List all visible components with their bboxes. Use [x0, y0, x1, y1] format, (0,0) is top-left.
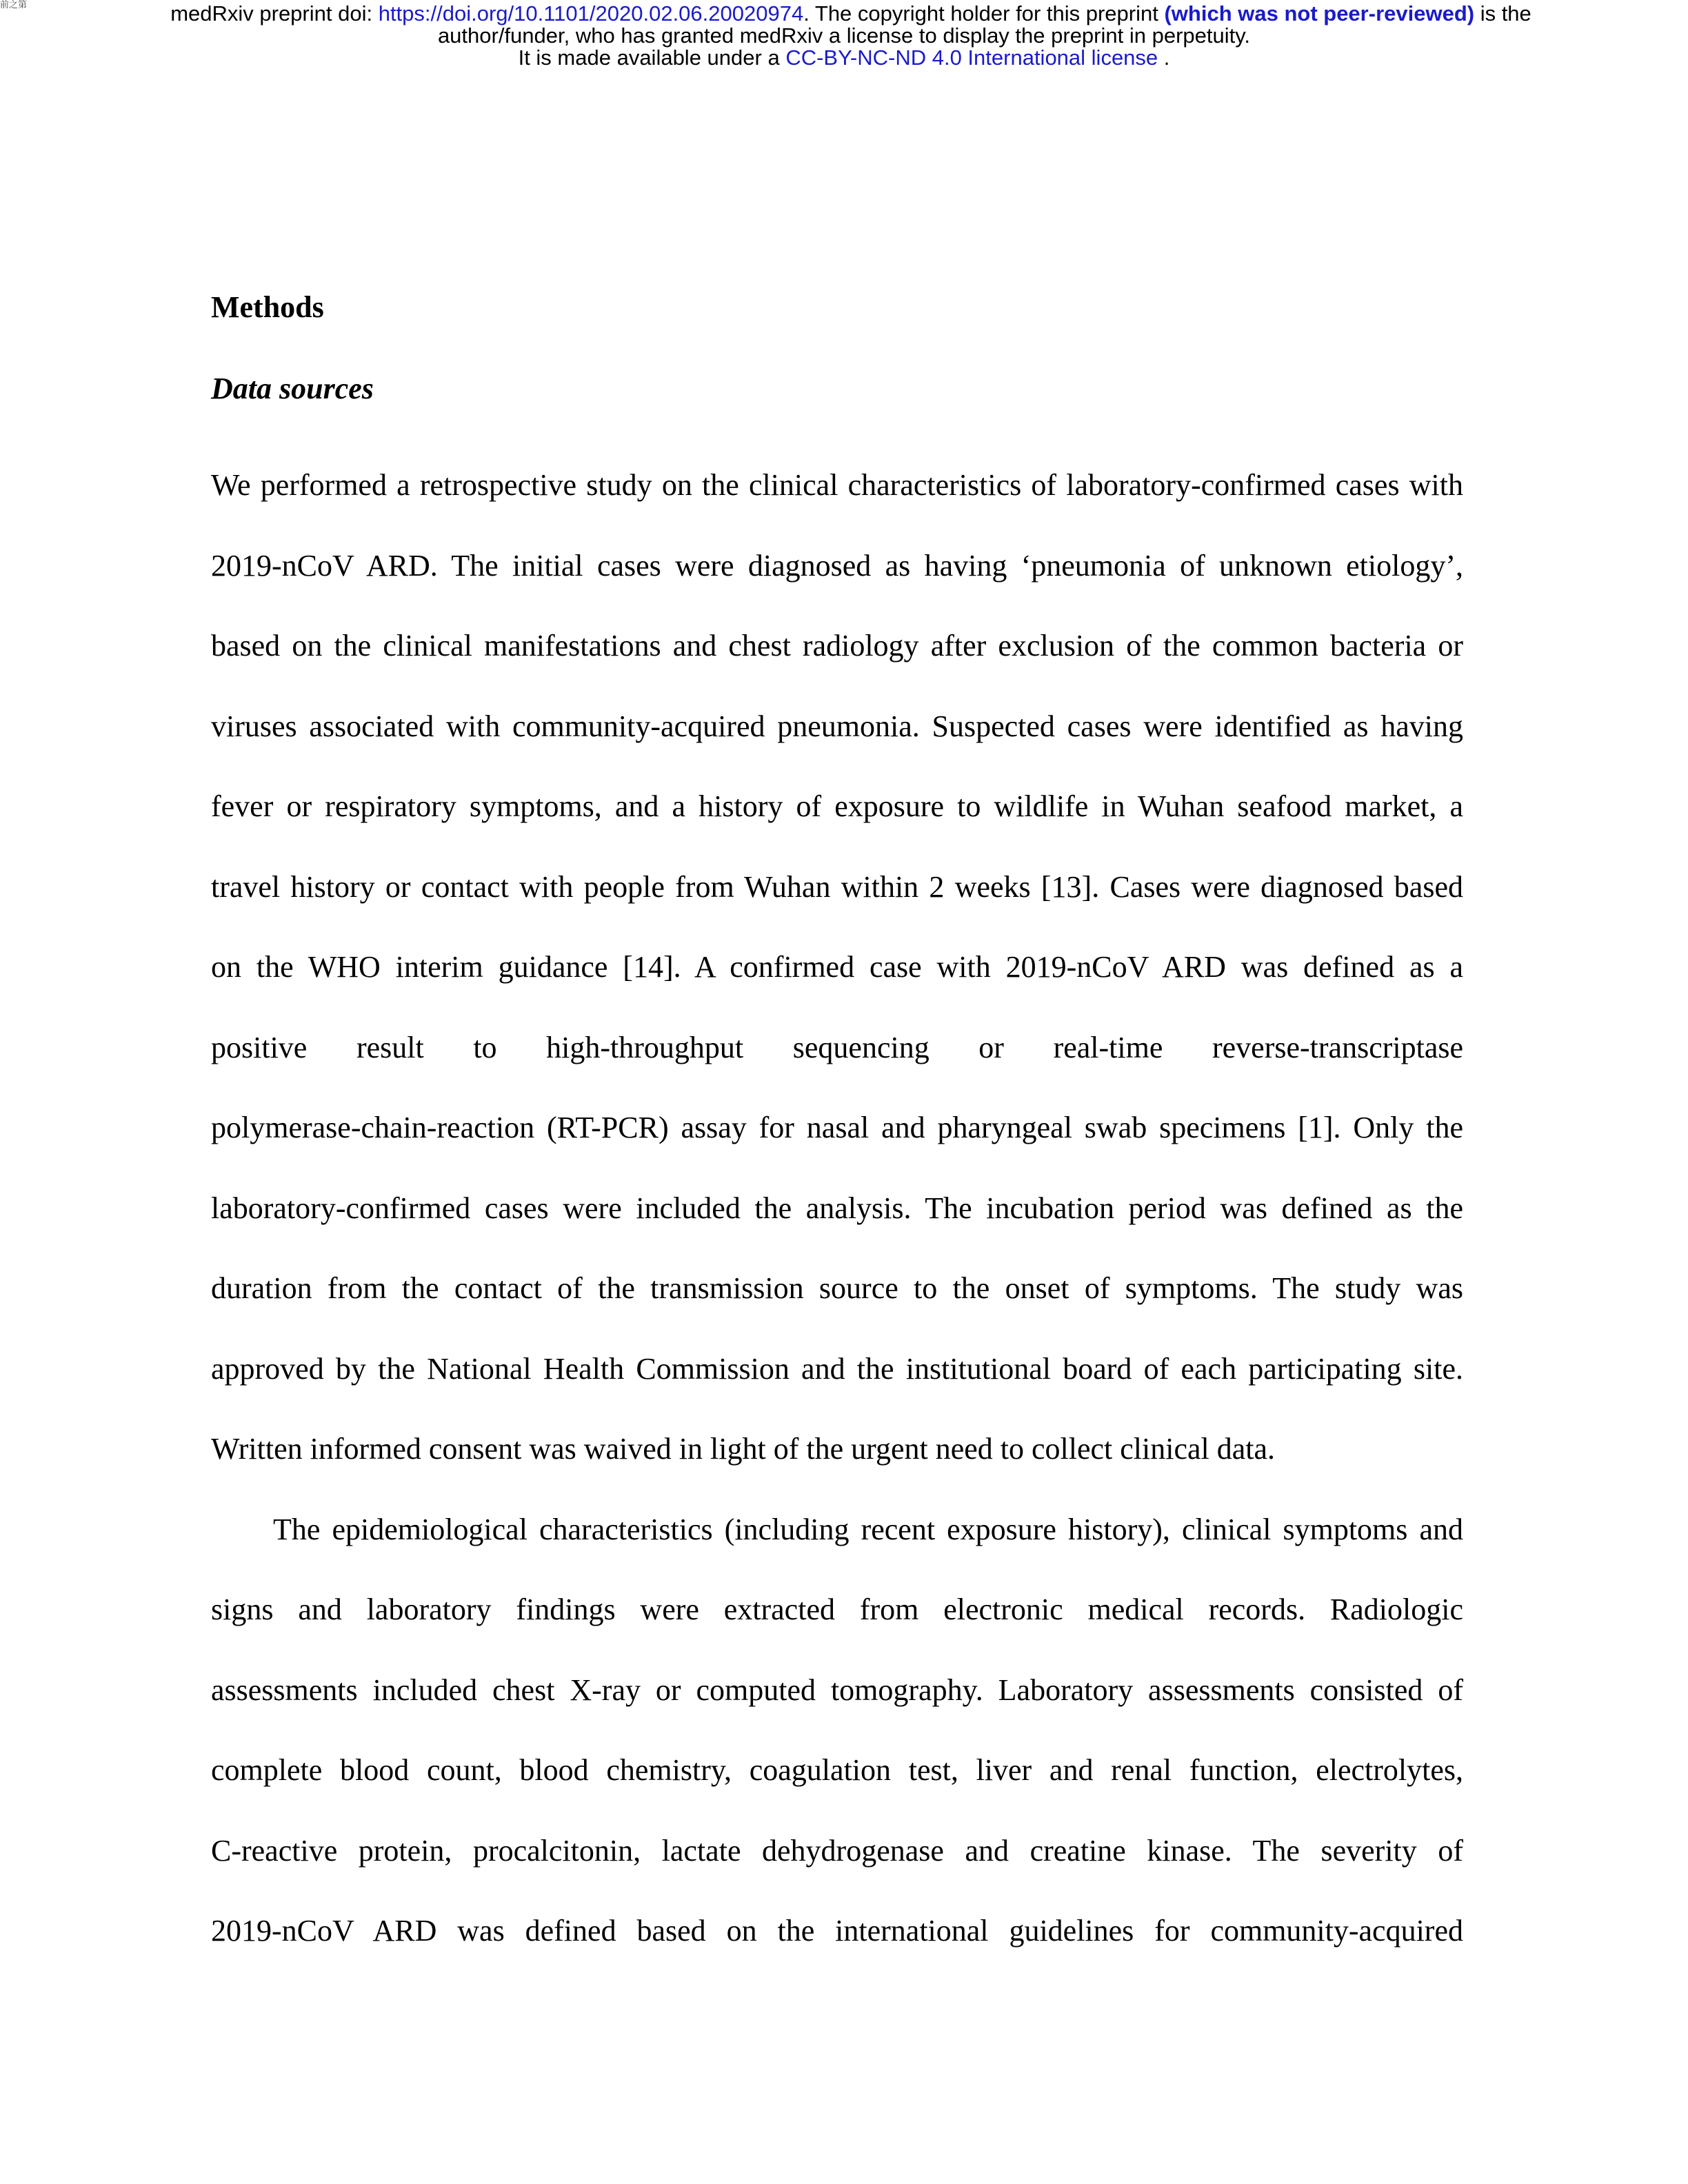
section-title: Methods: [211, 290, 324, 324]
text-line: We performed a retrospective study on the clinical characteristics of laboratory-confirmed cases with: [211, 468, 1463, 502]
header-line-1-mid: . The copyright holder for this preprint: [803, 1, 1165, 26]
text-line: fever or respiratory symptoms, and a history of exposure to wildlife in Wuhan seafood market, a: [211, 789, 1463, 823]
text-line: The epidemiological characteristics (including recent exposure history), clinical symptoms and: [273, 1512, 1463, 1546]
text-line: polymerase-chain-reaction (RT-PCR) assay for nasal and pharyngeal swab specimens [1]. Only the: [211, 1111, 1463, 1144]
text-line: on the WHO interim guidance [14]. A confirmed case with 2019-nCoV ARD was defined as a: [211, 950, 1463, 984]
subsection-title: Data sources: [211, 372, 374, 405]
header-line-3: [0, 47, 1688, 69]
text-line: assessments included chest X-ray or computed tomography. Laboratory assessments consisted of: [211, 1672, 1463, 1707]
text-line: based on the clinical manifestations and chest radiology after exclusion of the common bacteria or: [211, 629, 1463, 663]
header-line-3-prefix: It is made available under a: [518, 46, 786, 70]
preprint-header: [0, 3, 1688, 69]
corner-mark: 前之第: [0, 0, 28, 10]
license-link[interactable]: CC-BY-NC-ND 4.0 International license: [785, 46, 1158, 70]
header-line-1: [7, 3, 1688, 25]
text-line: C-reactive protein, procalcitonin, lactate dehydrogenase and creatine kinase. The severity of: [211, 1833, 1463, 1868]
text-line: approved by the National Health Commission and the institutional board of each participating site.: [211, 1351, 1463, 1386]
paragraph-2: [211, 1490, 1463, 1972]
header-line-2: author/funder, who has granted medRxiv a license to display the preprint in perpetuity.: [437, 23, 1251, 48]
text-line: 2019-nCoV ARD. The initial cases were diagnosed as having ‘pneumonia of unknown etiology’,: [211, 548, 1463, 583]
text-line: travel history or contact with people from Wuhan within 2 weeks [13]. Cases were diagnosed based: [211, 869, 1463, 904]
text-line: viruses associated with community-acquired pneumonia. Suspected cases were identified as having: [211, 709, 1463, 743]
paragraph-1: [211, 445, 1463, 1490]
text-line: 2019-nCoV ARD was defined based on the international guidelines for community-acquired: [211, 1914, 1463, 1948]
header-line-1-suffix: is the: [1474, 1, 1531, 26]
header-line-1-prefix: medRxiv preprint doi:: [170, 1, 379, 26]
text-line: positive result to high-throughput sequencing or real-time reverse-transcriptase: [211, 1030, 1463, 1064]
peer-review-note: (which was not peer-reviewed): [1164, 1, 1475, 26]
text-line: complete blood count, blood chemistry, coagulation test, liver and renal function, electrolytes,: [211, 1753, 1463, 1787]
text-line: laboratory-confirmed cases were included the analysis. The incubation period was defined as the: [211, 1191, 1463, 1225]
doi-link[interactable]: https://doi.org/10.1101/2020.02.06.20020974: [378, 1, 804, 26]
text-line: signs and laboratory findings were extracted from electronic medical records. Radiologic: [211, 1593, 1463, 1626]
header-line-3-suffix: .: [1158, 46, 1170, 70]
text-line: Written informed consent was waived in light of the urgent need to collect clinical data.: [211, 1432, 1276, 1466]
text-line: duration from the contact of the transmission source to the onset of symptoms. The study was: [211, 1271, 1463, 1305]
paper-body: [211, 283, 1463, 1972]
